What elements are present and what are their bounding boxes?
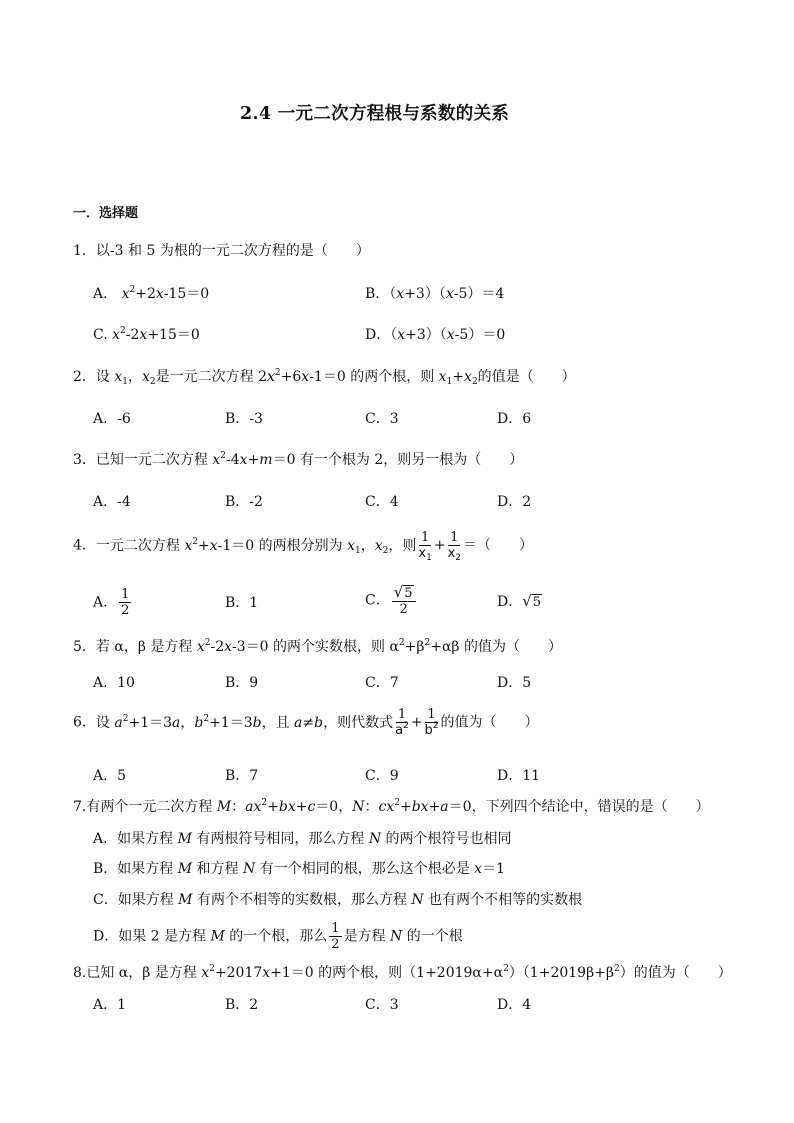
option-formula: $x^2-2x+15=0$: [112, 326, 200, 343]
question-text: 一元二次方程 $x^2+x-1=0$ 的两根分别为 $x_1$，$x_2$，则: [95, 536, 417, 556]
q1-option-d[interactable]: [365, 328, 505, 342]
question-text: 以-3 和 5 为根的一元二次方程的是（ ）: [95, 243, 370, 259]
question-number: 3．: [73, 452, 96, 468]
q1-option-a[interactable]: [93, 287, 209, 301]
question-number: 4．: [73, 537, 96, 554]
q8-option-d[interactable]: D．4: [497, 997, 532, 1013]
q1-option-b[interactable]: [365, 287, 504, 301]
question-number: 1．: [73, 243, 96, 259]
option-label: A．: [93, 594, 118, 611]
reciprocal-x1-fraction: $\frac{1}{x_1}$: [418, 530, 432, 563]
q5-option-a[interactable]: A．10: [93, 675, 135, 691]
question-tail: 的值为（ ）: [440, 714, 539, 731]
q5-option-b[interactable]: B．9: [225, 675, 259, 691]
half-fraction: $\frac{1}{2}$: [121, 587, 130, 618]
q2-option-d[interactable]: D．6: [497, 411, 532, 427]
q6-option-c[interactable]: C．9: [365, 768, 399, 784]
reciprocal-x2-fraction: $\frac{1}{x_2}$: [447, 530, 461, 563]
q8-option-c[interactable]: C．3: [365, 997, 399, 1013]
question-number: 6．: [73, 714, 96, 731]
option-text: B．（x+3）（x-5）＝4: [365, 286, 505, 302]
half-fraction: $\frac{1}{2}$: [331, 921, 340, 952]
question-5: [73, 640, 562, 654]
q6-option-b[interactable]: B．7: [225, 768, 259, 784]
q5-option-c[interactable]: C．7: [365, 675, 399, 691]
question-text: 已知 α，β 是方程 $x^2+2017x+1=0$ 的两个根，则$(1+2019\alpha+\alpha^2)(1+2019\beta+\beta^2)$的值为（ ）: [86, 964, 732, 981]
q6-option-a[interactable]: A．5: [93, 768, 127, 784]
q4-option-a[interactable]: [93, 588, 133, 617]
q8-option-b[interactable]: B．2: [225, 997, 259, 1013]
option-formula: $x^2+2x-15=0$: [121, 285, 210, 302]
question-6: 6．设 $a^2+1=3a$，$b^2+1=3b$，且 a≠b，则代数式 $\frac{1}{a^2}$ + $\frac{1}{b^2}$ 的值为（ ）: [73, 707, 539, 738]
q6-option-d[interactable]: D．11: [497, 768, 541, 784]
q2-option-a[interactable]: A．-6: [93, 411, 131, 427]
question-4: 4．一元二次方程 $x^2+x-1=0$ 的两根分别为 $x_1$，$x_2$，则 $\frac{1}{x_1}$ + $\frac{1}{x_2}$ ＝（ ）: [73, 530, 533, 563]
option-label: A．: [93, 286, 118, 302]
question-text: 若 α，β 是方程 $x^2-2x-3=0$ 的两个实数根，则 $\alpha^2+\beta^2+\alpha\beta$ 的值为（ ）: [95, 638, 562, 655]
question-number: 7.: [73, 799, 87, 815]
q7-option-d[interactable]: D．如果 2 是方程 M 的一个根，那么 $\frac{1}{2}$ 是方程 N 的一个根: [93, 921, 463, 952]
q7-option-b[interactable]: B．如果方程 M 和方程 N 有一个相同的根，那么这个根必是 x＝1: [93, 861, 505, 877]
option-text: D．（x+3）（x-5）＝0: [365, 327, 506, 343]
question-3: [73, 453, 523, 467]
q4-option-d[interactable]: [497, 594, 542, 609]
question-tail: ＝（ ）: [463, 537, 533, 554]
q3-option-b[interactable]: B．-2: [225, 494, 263, 510]
option-label: C.: [93, 327, 108, 343]
q1-option-c[interactable]: [93, 328, 200, 342]
reciprocal-a2-fraction: $\frac{1}{a^2}$: [395, 707, 409, 738]
q3-option-c[interactable]: C．4: [365, 494, 399, 510]
q5-option-d[interactable]: D．5: [497, 675, 532, 691]
q2-option-c[interactable]: C．3: [365, 411, 399, 427]
question-2: [73, 368, 576, 387]
q7-option-c[interactable]: C．如果方程 M 有两个不相等的实数根，那么方程 N 也有两个不相等的实数根: [93, 892, 583, 908]
sqrt-icon: √ 5: [522, 592, 542, 610]
q7-option-a[interactable]: A．如果方程 M 有两根符号相同，那么方程 N 的两个根符号也相同: [93, 831, 512, 847]
option-label: D．: [497, 594, 523, 610]
question-7: [73, 800, 710, 814]
q4-option-c[interactable]: [365, 585, 418, 616]
question-text: 设 $x_1$，$x_2$是一元二次方程 $2x^2+6x-1=0$ 的两个根，则 $x_1+x_2$: [95, 368, 478, 387]
question-1: [73, 244, 370, 258]
q3-option-a[interactable]: A．-4: [93, 494, 131, 510]
page-title: 2.4 一元二次方程根与系数的关系: [240, 104, 510, 124]
q8-option-a[interactable]: A．1: [93, 997, 127, 1013]
question-text: 设 $a^2+1=3a$，$b^2+1=3b$，且 a≠b，则代数式: [95, 713, 394, 731]
option-label: C．: [365, 592, 390, 609]
question-tail: 的值是（ ）: [477, 369, 576, 385]
question-number: 8.: [73, 965, 87, 981]
question-text: 有两个一元二次方程 M：$ax^2+bx+c=0$，N：$cx^2+bx+a=0$，下列四个结论中，错误的是（ ）: [86, 798, 710, 815]
sqrt5-over-2-fraction: √ 5 2: [392, 585, 416, 616]
question-text: 已知一元二次方程 $x^2-4x+m=0$ 有一个根为 2，则另一根为（ ）: [95, 451, 524, 468]
section-heading: 一．选择题: [73, 206, 139, 221]
question-8: [73, 966, 732, 980]
q4-option-b[interactable]: B．1: [225, 595, 259, 611]
q3-option-d[interactable]: D．2: [497, 494, 532, 510]
sqrt-icon: √ 5: [393, 583, 413, 601]
q2-option-b[interactable]: B．-3: [225, 411, 263, 427]
reciprocal-b2-fraction: $\frac{1}{b^2}$: [424, 707, 439, 738]
question-number: 5．: [73, 639, 96, 655]
question-number: 2．: [73, 369, 96, 385]
